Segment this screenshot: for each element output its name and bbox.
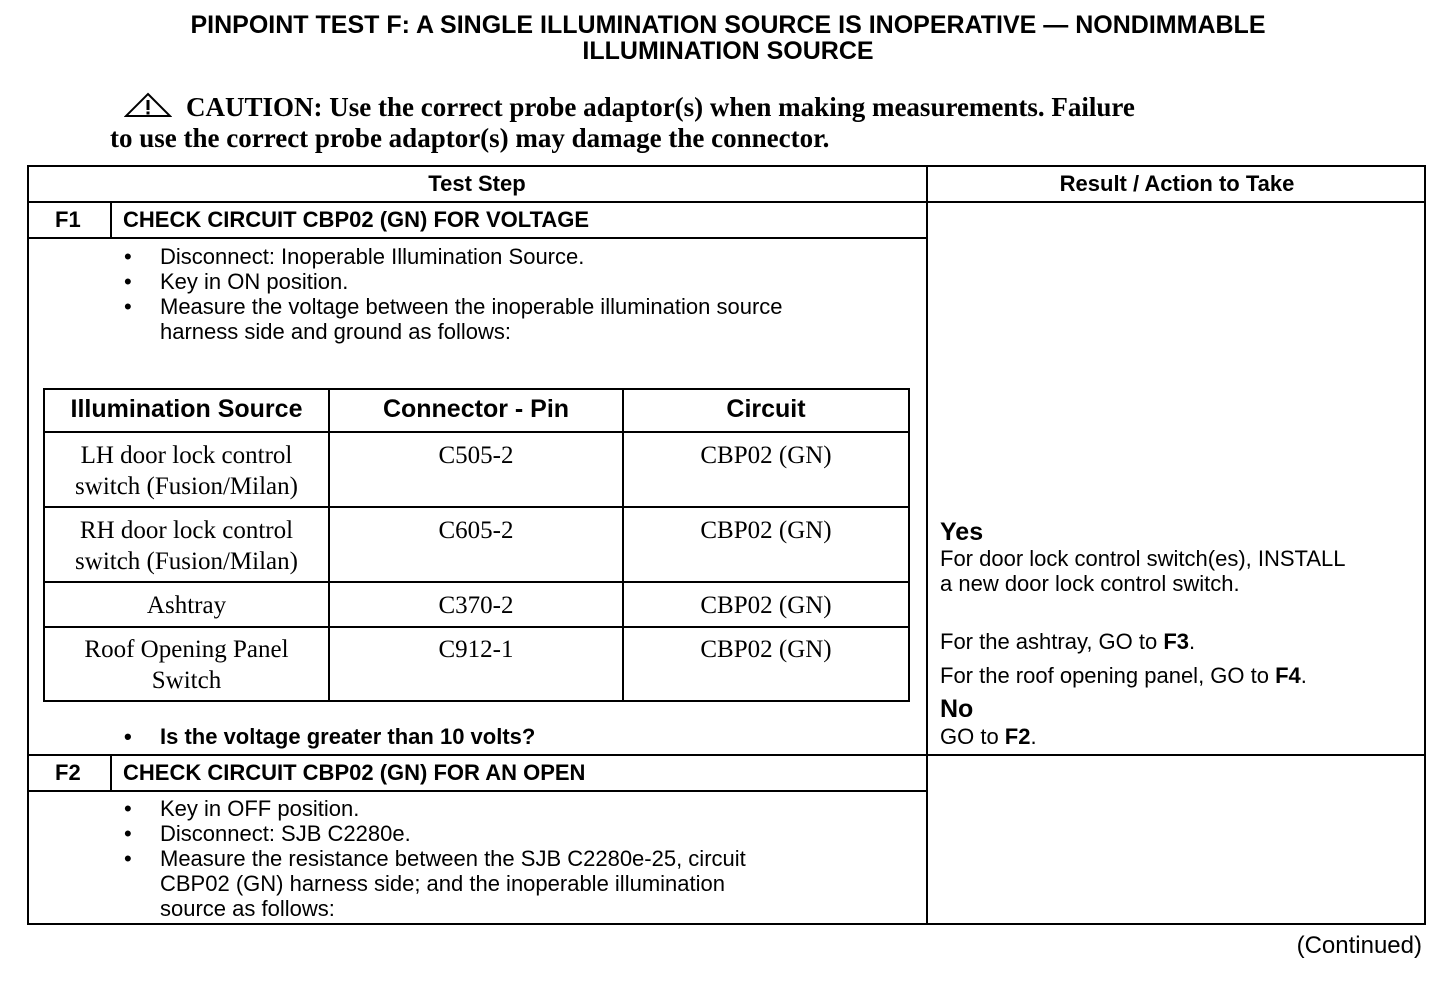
list-item: • Key in OFF position. (124, 796, 746, 821)
f1-instructions (124, 244, 783, 344)
result-roof-text: For the roof opening panel, GO to (940, 663, 1276, 688)
divider-f2 (27, 754, 1426, 756)
result-period: . (1030, 724, 1037, 749)
step-title-f1: CHECK CIRCUIT CBP02 (GN) FOR VOLTAGE (123, 207, 590, 232)
cell-text: switch (Fusion/Milan) (75, 548, 298, 575)
cell-text: LH door lock control (80, 442, 293, 469)
itable-header-pin: Connector - Pin (382, 395, 570, 423)
list-item: • Is the voltage greater than 10 volts? (124, 724, 535, 749)
list-item: • Disconnect: Inoperable Illumination Source. (124, 244, 783, 269)
cell-text: switch (Fusion/Milan) (75, 473, 298, 500)
divider-f1-title (27, 237, 927, 239)
page-title (0, 12, 1456, 64)
title-line-2: ILLUMINATION SOURCE (582, 37, 874, 65)
result-no-ref: F2 (1004, 724, 1031, 749)
step-id-f1: F1 (55, 207, 81, 232)
itable-row-divider-1 (43, 506, 910, 508)
continued-note: (Continued) (1296, 932, 1422, 959)
header-result: Result / Action to Take (1059, 171, 1295, 196)
caution-note (110, 92, 1350, 154)
result-period: . (1300, 663, 1307, 688)
result-period: . (1189, 629, 1196, 654)
result-ashtray-text: For the ashtray, GO to (940, 629, 1164, 654)
result-roof-ref: F4 (1275, 663, 1301, 688)
table-row-source (45, 634, 328, 696)
itable-header-source: Illumination Source (70, 395, 303, 423)
cell-text: Switch (151, 667, 222, 694)
cell-text: RH door lock control (79, 517, 294, 544)
result-yes-line-1: For door lock control switch(es), INSTALL (940, 546, 1346, 571)
divider-vertical-main (926, 165, 928, 925)
table-row-circuit: CBP02 (GN) (700, 636, 832, 663)
table-row-pin: C370-2 (438, 592, 514, 619)
caution-line-1: CAUTION: Use the correct probe adaptor(s) when making measurements. Failure (186, 92, 1135, 122)
caution-line-2: to use the correct probe adaptor(s) may damage the connector. (110, 123, 830, 153)
itable-header-circuit: Circuit (726, 395, 806, 423)
table-row-source (45, 440, 328, 502)
table-row-circuit: CBP02 (GN) (700, 592, 832, 619)
result-ashtray-ref: F3 (1163, 629, 1190, 654)
divider-f2-title (27, 790, 927, 792)
list-item: • Key in ON position. (124, 269, 783, 294)
divider-f1-id (110, 201, 112, 238)
itable-row-divider-0 (43, 431, 910, 433)
list-item-continuation: harness side and ground as follows: (160, 319, 511, 344)
divider-f2-id (110, 754, 112, 791)
table-row-circuit: CBP02 (GN) (700, 517, 832, 544)
list-item-continuation: CBP02 (GN) harness side; and the inoperable illumination (160, 871, 725, 896)
table-row-pin: C605-2 (438, 517, 514, 544)
table-row-source: Ashtray (146, 592, 227, 619)
result-roof (940, 663, 1307, 688)
result-yes-line-2: a new door lock control switch. (940, 571, 1240, 596)
divider-header (27, 201, 1426, 203)
result-no-label: No (940, 695, 974, 723)
table-row-circuit: CBP02 (GN) (700, 442, 832, 469)
list-item: • Measure the voltage between the inoperable illumination source (124, 294, 783, 319)
itable-row-divider-2 (43, 581, 910, 583)
result-no (940, 724, 1037, 749)
itable-row-divider-3 (43, 626, 910, 628)
warning-triangle-icon (124, 92, 172, 118)
table-row-source (45, 515, 328, 577)
result-ashtray (940, 629, 1195, 654)
result-no-text: GO to (940, 724, 1005, 749)
step-title-f2: CHECK CIRCUIT CBP02 (GN) FOR AN OPEN (123, 760, 586, 785)
list-item: • Measure the resistance between the SJB C2280e-25, circuit (124, 846, 746, 871)
f2-instructions (124, 796, 746, 921)
list-item-continuation: source as follows: (160, 896, 335, 921)
table-row-pin: C912-1 (438, 636, 514, 663)
f1-question (124, 724, 535, 749)
step-id-f2: F2 (55, 760, 81, 785)
list-item: • Disconnect: SJB C2280e. (124, 821, 746, 846)
table-row-pin: C505-2 (438, 442, 514, 469)
title-line-1: PINPOINT TEST F: A SINGLE ILLUMINATION SOURCE IS INOPERATIVE — NONDIMMABLE (190, 11, 1266, 39)
header-test-step: Test Step (428, 171, 526, 196)
cell-text: Roof Opening Panel (84, 636, 289, 663)
result-yes-label: Yes (940, 518, 984, 546)
